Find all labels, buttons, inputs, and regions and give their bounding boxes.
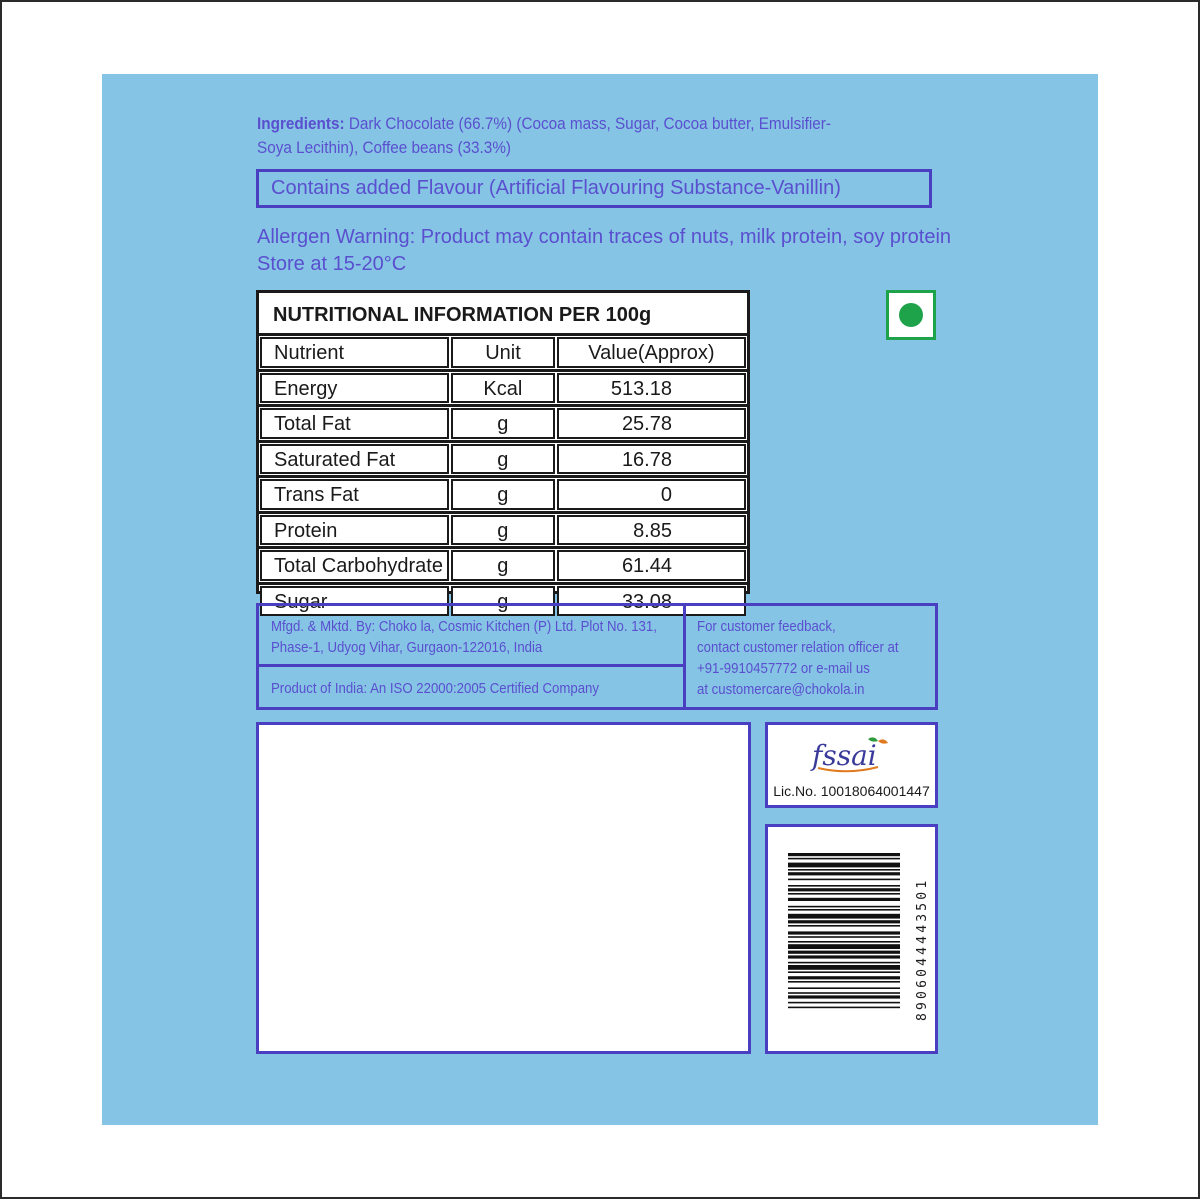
nutrient-value: 8.85 (557, 515, 746, 546)
nutrient-name: Total Carbohydrate (260, 550, 449, 581)
customer-care-line-1: For customer feedback, (697, 618, 836, 635)
storage-instruction: Store at 15-20°C (257, 253, 407, 275)
nutrient-unit: g (451, 408, 554, 439)
nutrition-header-row (259, 336, 747, 372)
customer-care-line-4: at customercare@chokola.in (697, 681, 865, 698)
fssai-logo-text: fssai (812, 739, 877, 772)
nutrient-unit: g (451, 444, 554, 475)
nutrient-value: 33.08 (557, 586, 746, 617)
fssai-logo-icon (808, 735, 898, 775)
nutrient-value: 25.78 (557, 408, 746, 439)
table-row (259, 514, 747, 550)
nutrient-value: 0 (557, 479, 746, 510)
header-unit: Unit (451, 337, 555, 368)
barcode-box (765, 824, 938, 1054)
nutrient-unit: g (451, 550, 554, 581)
flavour-notice: Contains added Flavour (Artificial Flavouring Substance-Vanillin) (256, 169, 932, 208)
nutrient-unit: g (451, 586, 554, 617)
nutrition-title: NUTRITIONAL INFORMATION PER 100g (259, 293, 747, 336)
nutrient-name: Trans Fat (260, 479, 449, 510)
nutrient-value: 16.78 (557, 444, 746, 475)
address-line-2: Phase-1, Udyog Vihar, Gurgaon-122016, India (271, 639, 543, 656)
barcode-number: 8906044443501 (915, 877, 930, 1021)
nutrient-unit: Kcal (451, 373, 554, 404)
ingredients-list: Dark Chocolate (66.7%) (Cocoa mass, Sugar, Cocoa butter, Emulsifier-Soya Lecithin), Coffee beans (33.3%) (257, 114, 831, 157)
customer-care-line-2: contact customer relation officer at (697, 639, 899, 656)
nutrition-table (256, 290, 750, 613)
table-row (259, 372, 747, 408)
table-row (259, 443, 747, 479)
manufacturer-divider (259, 664, 683, 667)
table-row (259, 478, 747, 514)
address-line-1: Mfgd. & Mktd. By: Choko la, Cosmic Kitchen (P) Ltd. Plot No. 131, (271, 618, 657, 635)
ingredients-label: Ingredients: (257, 114, 345, 133)
nutrient-unit: g (451, 479, 554, 510)
allergen-section (257, 224, 957, 278)
product-origin: Product of India: An ISO 22000:2005 Certified Company (271, 680, 600, 697)
nutrient-value: 513.18 (557, 373, 746, 404)
nutrient-unit: g (451, 515, 554, 546)
fssai-box (765, 722, 938, 808)
ingredients-text (257, 112, 851, 160)
barcode-icon (788, 853, 900, 1023)
batch-info-box (256, 722, 751, 1054)
nutrient-name: Total Fat (260, 408, 449, 439)
vegetarian-icon (886, 290, 936, 340)
header-nutrient: Nutrient (260, 337, 449, 368)
nutrient-name: Saturated Fat (260, 444, 449, 475)
veg-dot-icon (899, 303, 923, 327)
manufacturer-address (271, 616, 685, 658)
fssai-license: Lic.No. 10018064001447 (773, 783, 930, 799)
customer-care (697, 616, 926, 700)
manufacturer-box (256, 603, 938, 710)
table-row (259, 549, 747, 585)
allergen-warning: Allergen Warning: Product may contain traces of nuts, milk protein, soy protein (257, 226, 952, 248)
customer-care-line-3: +91-9910457772 or e-mail us (697, 660, 870, 677)
nutrient-name: Protein (260, 515, 449, 546)
nutrient-name: Energy (260, 373, 449, 404)
nutrient-name: Sugar (260, 586, 449, 617)
nutrient-value: 61.44 (557, 550, 746, 581)
header-value: Value(Approx) (557, 337, 746, 368)
table-row (259, 407, 747, 443)
